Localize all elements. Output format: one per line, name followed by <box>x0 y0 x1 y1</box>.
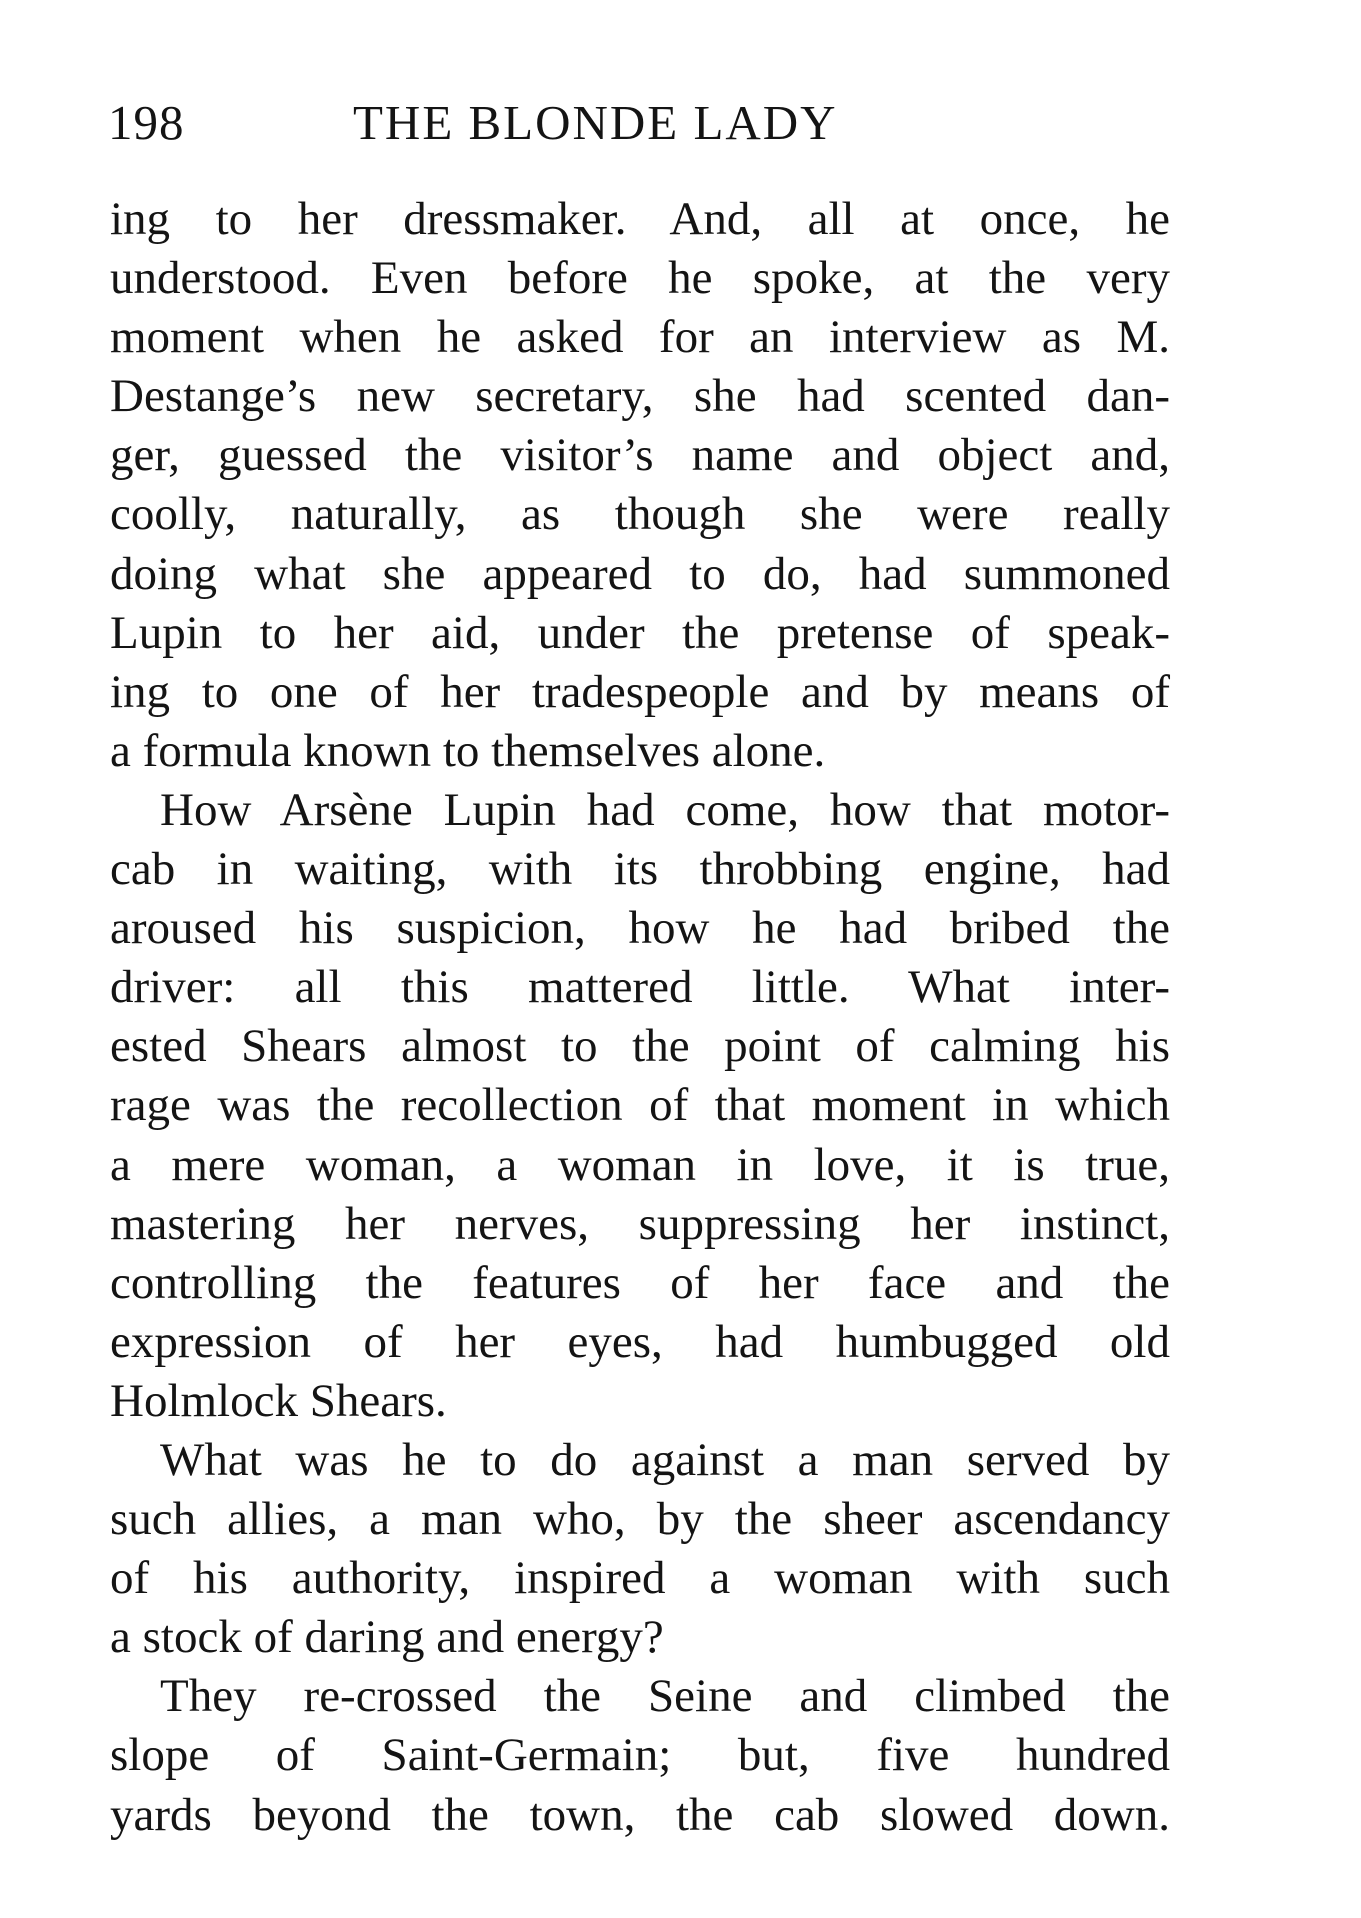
text-line: aroused his suspicion, how he had bribed the <box>110 902 1170 955</box>
text-line: Lupin to her aid, under the pretense of speak- <box>110 606 1170 659</box>
text-line: cab in waiting, with its throbbing engine, had <box>110 843 1170 896</box>
text-line: Holmlock Shears. <box>110 1374 447 1427</box>
text-line: moment when he asked for an interview as M. <box>110 311 1170 364</box>
text-line: such allies, a man who, by the sheer ascendancy <box>110 1493 1170 1546</box>
text-line: slope of Saint-Germain; but, five hundred <box>110 1729 1170 1782</box>
text-line: ing to one of her tradespeople and by means of <box>110 665 1170 718</box>
text-line: ested Shears almost to the point of calming his <box>110 1020 1170 1073</box>
text-line: rage was the recollection of that moment in which <box>110 1079 1170 1132</box>
text-line: yards beyond the town, the cab slowed down. <box>110 1788 1170 1841</box>
text-line: ing to her dressmaker. And, all at once, he <box>110 193 1170 245</box>
text-line: understood. Even before he spoke, at the very <box>110 252 1170 305</box>
text-line: How Arsène Lupin had come, how that motor- <box>160 783 1170 836</box>
text-line: a formula known to themselves alone. <box>110 724 826 777</box>
running-title: THE BLONDE LADY <box>353 95 838 150</box>
text-line: ger, guessed the visitor’s name and object and, <box>110 429 1170 482</box>
text-line: mastering her nerves, suppressing her instinct, <box>110 1197 1170 1250</box>
text-line: expression of her eyes, had humbugged old <box>110 1315 1170 1368</box>
body-text <box>110 190 1170 1845</box>
text-line: Destange’s new secretary, she had scented dan- <box>110 370 1170 423</box>
text-line: coolly, naturally, as though she were really <box>110 488 1170 541</box>
text-line: They re-crossed the Seine and climbed the <box>160 1670 1170 1723</box>
text-line: a stock of daring and energy? <box>110 1611 664 1664</box>
text-line: of his authority, inspired a woman with such <box>110 1552 1170 1605</box>
text-line: driver: all this mattered little. What inter- <box>110 961 1170 1014</box>
text-line: What was he to do against a man served by <box>160 1433 1170 1486</box>
page-number: 198 <box>108 95 185 150</box>
text-line: a mere woman, a woman in love, it is true, <box>110 1138 1170 1191</box>
text-line: doing what she appeared to do, had summoned <box>110 547 1170 600</box>
text-line: controlling the features of her face and the <box>110 1256 1170 1309</box>
running-header <box>108 88 1208 158</box>
